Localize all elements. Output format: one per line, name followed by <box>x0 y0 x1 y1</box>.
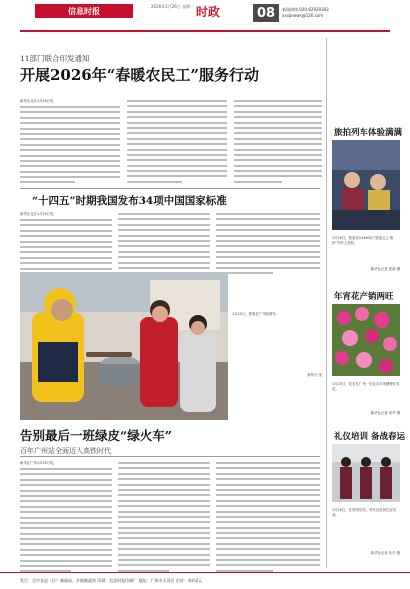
lead-body-col2 <box>127 100 227 186</box>
hotline-block <box>282 7 329 19</box>
lead-kicker: 11部门联合印发通知 <box>20 54 90 63</box>
story3-byline: 新华社广州1月25日电 <box>20 461 54 465</box>
side3-credit: 新华社记者 杜华 摄 <box>370 551 400 555</box>
page-footer: 发行：全市各县（区）邮政局、乡镇邮政所 印刷：信息时报印刷厂 地址：广州市天河区 定价：每份2元 <box>0 572 410 589</box>
story3-headline: 告别最后一班绿皮“绿火车” <box>20 428 172 443</box>
train-interior-illustration <box>332 140 400 230</box>
story3-body-col2 <box>118 462 210 575</box>
story3-rule <box>20 456 320 457</box>
flower-market-photo <box>332 304 400 376</box>
side1-headline: 旅拍列车体验满满 <box>334 128 403 138</box>
story3-body-col1 <box>20 468 112 576</box>
contact-email: xxsbnews@126.com <box>282 13 324 18</box>
side2-headline: 年宵花产销两旺 <box>334 292 394 302</box>
lead-byline: 新华社北京1月24日电 <box>20 99 54 103</box>
story2-body-col2 <box>118 213 210 278</box>
section-title: 时政 <box>196 5 221 19</box>
story3-photo-credit: 新华社 发 <box>307 373 322 377</box>
masthead-rule <box>20 30 390 32</box>
flowers-illustration <box>332 304 400 376</box>
story2-byline: 新华社北京1月24日电 <box>20 212 54 216</box>
train-passengers-photo <box>332 140 400 230</box>
etiquette-training-photo <box>332 444 400 502</box>
story2-body-col1 <box>20 219 112 278</box>
attendants-illustration <box>332 444 400 502</box>
story2-headline: “十四五”时期我国发布34项中国国家标准 <box>32 195 227 207</box>
side1-caption: 1月25日，旅客在G1693次“旅客云上·旅拍”列车上体验。 <box>332 236 394 245</box>
side2-credit: 新华社记者 邓华 摄 <box>370 411 400 415</box>
story2-rule <box>20 188 320 189</box>
side1-credit: 新华社记者 张涛 摄 <box>370 267 400 271</box>
hotline-label: 新闻热线 <box>282 7 298 12</box>
story3-body-col3 <box>216 462 320 575</box>
side3-caption: 1月25日，在郑州东站，列车员参加礼仪培训。 <box>332 508 397 517</box>
issue-date: 2026年1月26日 星期一 <box>151 4 195 9</box>
story3-photo-caption: 1月25日，旅客在广州站候车。 <box>232 312 280 316</box>
station-scene-illustration <box>20 272 228 420</box>
newspaper-logo: 信息时报 <box>35 4 133 18</box>
hotline-phone: 020-62929303 <box>299 7 329 12</box>
train-station-photo <box>20 272 228 420</box>
side2-caption: 1月25日，花农在广州一处花卉市场整理年宵花。 <box>332 382 400 391</box>
story3-subhead: 百年广州站全面迈入高铁时代 <box>20 447 111 455</box>
lead-body-col3 <box>234 100 322 186</box>
lead-body-col1 <box>20 106 120 187</box>
story2-body-col3 <box>216 213 320 278</box>
page-number: 08 <box>253 4 279 22</box>
lead-headline: 开展2026年“春暖农民工”服务行动 <box>20 66 260 84</box>
side3-headline: 礼仪培训 备战春运 <box>334 432 405 442</box>
column-divider <box>326 38 327 568</box>
